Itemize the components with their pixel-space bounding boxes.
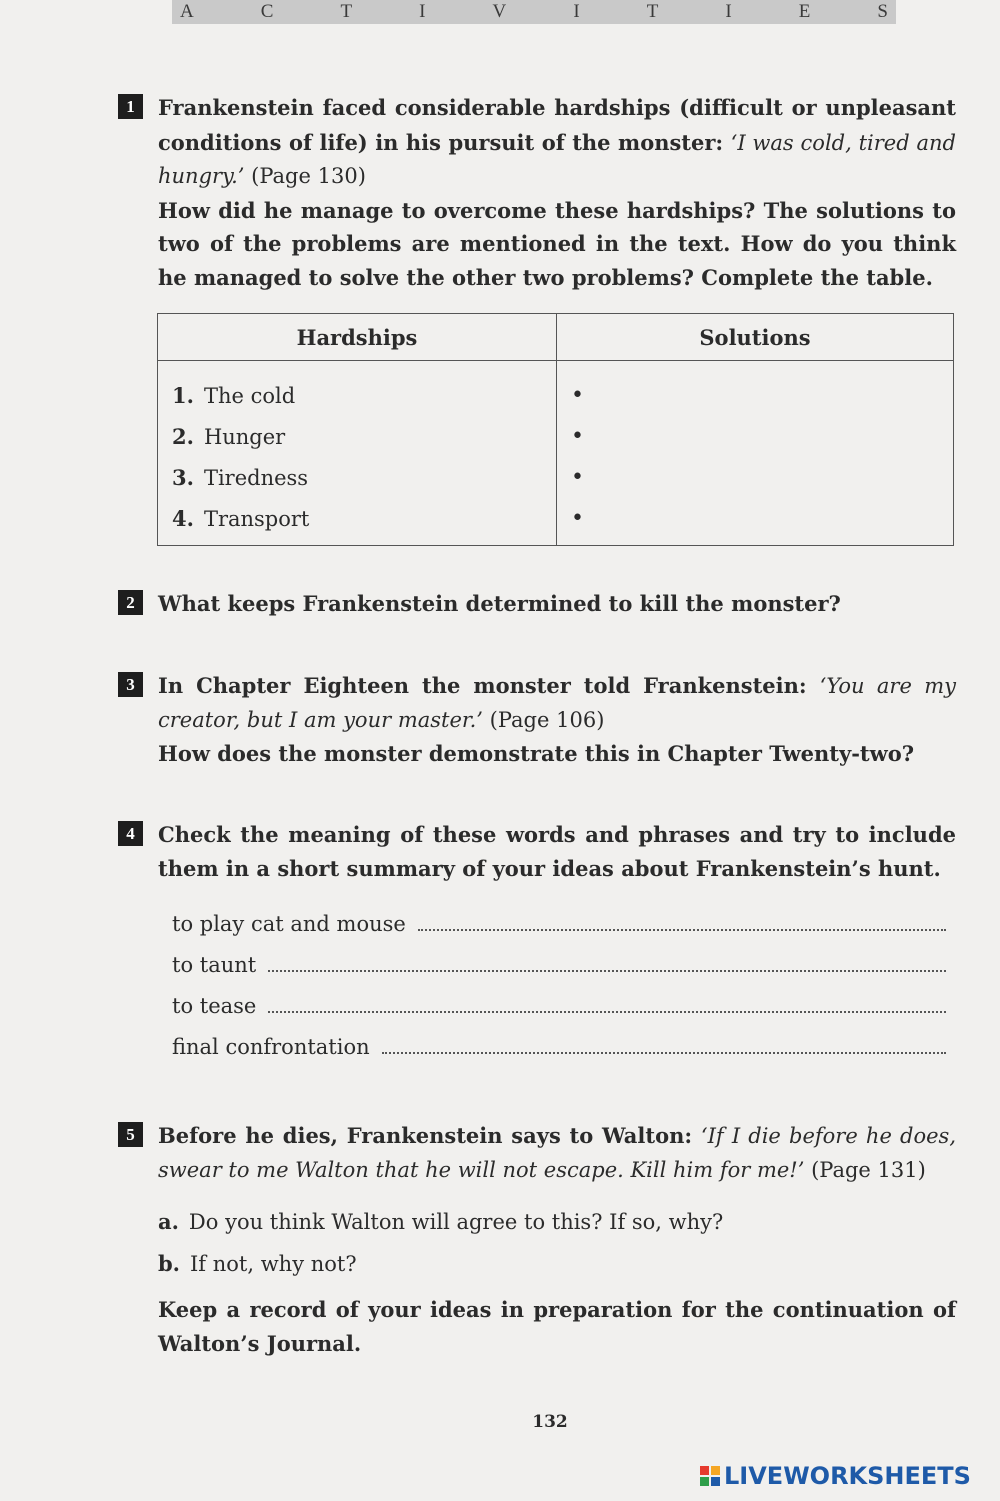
phrase-label: final confrontation	[172, 1035, 370, 1059]
sub-question-a	[158, 1201, 956, 1243]
page-number: 132	[532, 1412, 568, 1432]
phrase-line[interactable]	[172, 911, 946, 952]
item-text: Transport	[203, 507, 310, 531]
activity-3-quote: ‘You are my creator, but I am your master.’	[158, 674, 956, 732]
hardship-item	[172, 498, 556, 539]
header-letter: I	[419, 1, 426, 22]
solution-bullet[interactable]: •	[571, 465, 584, 490]
solution-bullet[interactable]: •	[571, 383, 584, 408]
phrase-label: to tease	[172, 994, 257, 1018]
item-number: 3.	[172, 465, 194, 490]
activity-4-text: Check the meaning of these words and phrases and try to include them in a short summary of your ideas about Frankenstein’s hunt.	[158, 822, 956, 881]
solution-bullet[interactable]: •	[571, 424, 584, 449]
activity-1-question: How did he manage to overcome these hardships? The solutions to two of the problems are mentioned in the text. How do you think he managed to solve the other two problems? Complete the table.	[158, 197, 956, 290]
sub-label: b.	[158, 1251, 180, 1276]
hardships-column	[158, 361, 557, 546]
activity-number: 5	[118, 1122, 143, 1147]
header-letter: A	[180, 1, 194, 22]
header-letter: V	[492, 1, 507, 22]
logo-text: LIVEWORKSHEETS	[724, 1462, 971, 1490]
activity-number: 1	[118, 94, 143, 119]
hardship-item	[172, 457, 556, 498]
activity-5-quote: ‘If I die before he does, swear to me Walton that he will not escape. Kill him for me!’	[158, 1124, 956, 1182]
activity-3-text	[158, 669, 956, 771]
item-number: 1.	[172, 383, 194, 408]
activity-5	[118, 1119, 956, 1360]
activity-5-text	[158, 1119, 956, 1360]
phrase-line[interactable]	[172, 993, 946, 1034]
activity-1-text	[158, 91, 956, 294]
activity-3	[118, 669, 956, 771]
col-header-hardships: Hardships	[158, 314, 557, 361]
header-letter: C	[260, 1, 274, 22]
activity-4	[118, 818, 956, 885]
col-header-solutions: Solutions	[557, 314, 954, 361]
activity-1-intro: Frankenstein faced considerable hardships (difficult or unpleasant conditions of life) in his pursuit of the monster:	[158, 95, 956, 155]
logo-icon	[700, 1466, 720, 1486]
liveworksheets-logo	[700, 1462, 971, 1490]
phrase-label: to play cat and mouse	[172, 912, 406, 936]
item-number: 2.	[172, 424, 194, 449]
sub-label: a.	[158, 1209, 179, 1234]
activity-number: 2	[118, 590, 143, 615]
activity-2	[118, 587, 956, 621]
item-number: 4.	[172, 506, 194, 531]
activity-1-quote: ‘I was cold, tired and hungry.’	[158, 130, 956, 188]
activity-3-intro: In Chapter Eighteen the monster told Frankenstein:	[158, 673, 820, 698]
hardship-item	[172, 375, 556, 416]
answer-dots[interactable]	[382, 1034, 946, 1054]
activity-3-ref: (Page 106)	[482, 707, 605, 732]
phrase-line[interactable]	[172, 952, 946, 993]
header-letter: T	[646, 1, 659, 22]
activity-number: 3	[118, 672, 143, 697]
header-letter: T	[340, 1, 353, 22]
header-letter: I	[573, 1, 580, 22]
phrase-line[interactable]	[172, 1034, 946, 1075]
answer-dots[interactable]	[268, 993, 946, 1013]
sub-text: If not, why not?	[190, 1252, 357, 1276]
phrase-list	[172, 911, 946, 1075]
activity-5-intro: Before he dies, Frankenstein says to Walton:	[158, 1123, 701, 1148]
item-text: Tiredness	[203, 466, 309, 490]
activities-header	[172, 0, 896, 24]
activity-3-question: How does the monster demonstrate this in Chapter Twenty-two?	[158, 741, 914, 766]
activity-5-ref: (Page 131)	[804, 1157, 926, 1182]
header-letter: I	[725, 1, 732, 22]
phrase-label: to taunt	[172, 953, 257, 977]
header-letter: S	[877, 1, 888, 22]
item-text: The cold	[203, 384, 296, 408]
solution-bullet[interactable]: •	[571, 506, 584, 531]
sub-text: Do you think Walton will agree to this? If so, why?	[188, 1210, 724, 1234]
activity-2-text: What keeps Frankenstein determined to kill the monster?	[158, 591, 841, 616]
answer-dots[interactable]	[418, 911, 946, 931]
hardships-table	[157, 313, 954, 546]
item-text: Hunger	[203, 425, 286, 449]
header-letter: E	[798, 1, 811, 22]
solutions-column[interactable]	[557, 361, 954, 546]
answer-dots[interactable]	[268, 952, 946, 972]
hardship-item	[172, 416, 556, 457]
sub-question-b	[158, 1243, 956, 1285]
activity-number: 4	[118, 821, 143, 846]
activity-1-ref: (Page 130)	[244, 164, 366, 188]
activity-1	[118, 91, 956, 294]
activity-5-closing: Keep a record of your ideas in preparation for the continuation of Walton’s Journal.	[158, 1297, 956, 1356]
